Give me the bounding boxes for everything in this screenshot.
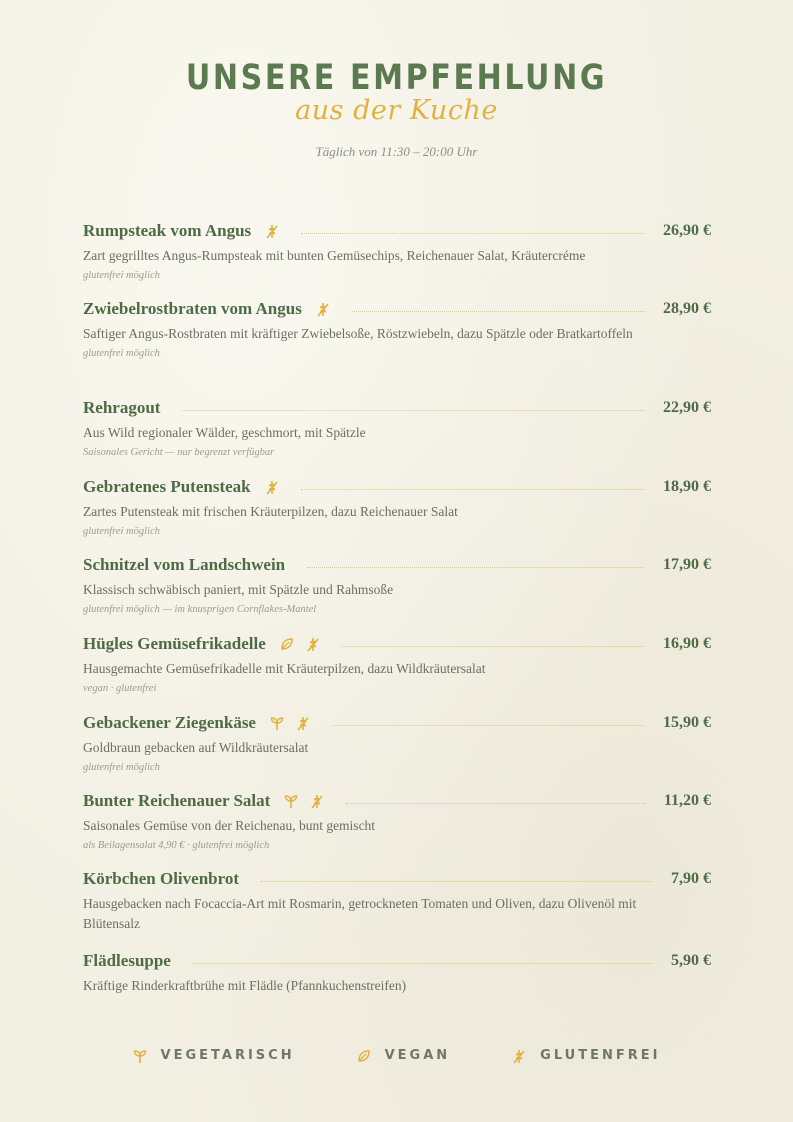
menu-item <box>83 294 711 361</box>
dish-price: 11,20 € <box>663 792 711 809</box>
dotted-leader <box>346 803 646 804</box>
menu-item <box>83 550 711 617</box>
page-title: UNSERE EMPFEHLUNG <box>185 58 608 98</box>
dotted-leader <box>261 881 653 882</box>
menu-item-header <box>83 629 711 659</box>
dish-description: Hausgebacken nach Focaccia-Art mit Rosmarin, getrockneten Tomaten und Oliven, dazu Olivenöl mit Blütensalz <box>83 896 637 931</box>
dish-price: 5,90 € <box>671 952 711 969</box>
menu-item <box>83 946 711 996</box>
dish-description: Zart gegrilltes Angus-Rumpsteak mit bunten Gemüsechips, Reichenauer Salat, Kräutercréme <box>83 248 586 263</box>
dish-price: 26,90 € <box>663 222 711 239</box>
menu-item-header <box>83 216 711 246</box>
menu-item <box>83 786 711 853</box>
dish-note: glutenfrei möglich <box>83 762 160 773</box>
dish-price: 7,90 € <box>671 870 711 887</box>
vegetarian-icon <box>270 716 284 730</box>
gluten-free-icon <box>296 716 310 730</box>
dish-icons <box>265 480 279 494</box>
menu-item <box>83 864 711 934</box>
legend <box>0 1048 793 1063</box>
gluten-free-icon <box>265 480 279 494</box>
gluten-free-icon <box>306 637 320 651</box>
dish-name: Gebackener Ziegenkäse <box>83 713 256 732</box>
dish-name: Bunter Reichenauer Salat <box>83 791 271 810</box>
dotted-leader <box>193 963 653 964</box>
dish-icons <box>270 716 310 730</box>
menu-item-header <box>83 472 711 502</box>
menu-item-header <box>83 946 711 976</box>
legend-label: VEGETARISCH <box>160 1048 295 1063</box>
dish-price: 15,90 € <box>663 714 711 731</box>
dish-description: Saisonales Gemüse von der Reichenau, bunt gemischt <box>83 818 376 833</box>
legend-item <box>133 1048 295 1063</box>
dish-description: Goldbraun gebacken auf Wildkräutersalat <box>83 740 309 755</box>
dish-price: 16,90 € <box>663 635 711 652</box>
dish-note: Saisonales Gericht — nur begrenzt verfügbar <box>83 447 275 458</box>
dish-description: Aus Wild regionaler Wälder, geschmort, mit Spätzle <box>83 425 366 440</box>
dish-name: Hügles Gemüsefrikadelle <box>83 634 266 653</box>
vegetarian-icon <box>284 794 298 808</box>
menu-header <box>0 56 793 160</box>
menu-item <box>83 216 711 283</box>
dish-name: Körbchen Olivenbrot <box>83 869 239 888</box>
dish-price: 18,90 € <box>663 478 711 495</box>
dish-note: glutenfrei möglich — im knusprigen Cornflakes-Mantel <box>83 604 317 615</box>
dish-description: Hausgemachte Gemüsefrikadelle mit Kräuterpilzen, dazu Wildkräutersalat <box>83 661 486 676</box>
dish-note: als Beilagensalat 4,90 € · glutenfrei möglich <box>83 840 270 851</box>
menu-item-header <box>83 294 711 324</box>
dish-name: Rehragout <box>83 398 161 417</box>
vegetarian-icon <box>133 1049 147 1063</box>
vegan-icon <box>280 637 294 651</box>
gluten-free-icon <box>310 794 324 808</box>
menu-item-header <box>83 864 711 894</box>
legend-label: VEGAN <box>384 1048 451 1063</box>
dish-icons <box>284 794 324 808</box>
dish-note: glutenfrei möglich <box>83 270 160 281</box>
dish-name: Rumpsteak vom Angus <box>83 221 252 240</box>
dish-name: Zwiebelrostbraten vom Angus <box>83 299 302 318</box>
dish-price: 17,90 € <box>663 556 711 573</box>
gluten-free-icon <box>512 1049 526 1063</box>
dish-description: Zartes Putensteak mit frischen Kräuterpilzen, dazu Reichenauer Salat <box>83 504 458 519</box>
opening-hours: Täglich von 11:30 – 20:00 Uhr <box>315 144 478 159</box>
legend-label: GLUTENFREI <box>540 1048 661 1063</box>
dotted-leader <box>182 410 645 411</box>
menu-item <box>83 472 711 539</box>
dish-description: Saftiger Angus-Rostbraten mit kräftiger Zwiebelsoße, Röstzwiebeln, dazu Spätzle oder Bratkartoffeln <box>83 326 633 341</box>
legend-item <box>512 1048 660 1063</box>
dotted-leader <box>307 567 645 568</box>
dotted-leader <box>352 311 645 312</box>
menu-item <box>83 708 711 775</box>
dotted-leader <box>342 646 645 647</box>
vegan-icon <box>357 1049 371 1063</box>
dish-note: vegan · glutenfrei <box>83 683 157 694</box>
dotted-leader <box>301 489 645 490</box>
menu-item <box>83 629 711 696</box>
dish-icons <box>265 224 279 238</box>
dish-price: 22,90 € <box>663 399 711 416</box>
dish-icons <box>316 302 330 316</box>
page-subtitle: aus der Kuche <box>295 95 498 126</box>
dish-name: Gebratenes Putensteak <box>83 477 251 496</box>
dish-icons <box>280 637 320 651</box>
menu-item-header <box>83 393 711 423</box>
dish-name: Flädlesuppe <box>83 951 171 970</box>
dish-description: Klassisch schwäbisch paniert, mit Spätzle und Rahmsoße <box>83 582 394 597</box>
dish-description: Kräftige Rinderkraftbrühe mit Flädle (Pfannkuchenstreifen) <box>83 978 407 993</box>
gluten-free-icon <box>265 224 279 238</box>
menu-item-header <box>83 708 711 738</box>
dotted-leader <box>332 725 645 726</box>
dotted-leader <box>301 233 645 234</box>
dish-note: glutenfrei möglich <box>83 526 160 537</box>
dish-name: Schnitzel vom Landschwein <box>83 555 286 574</box>
menu-item <box>83 393 711 460</box>
dish-price: 28,90 € <box>663 300 711 317</box>
legend-item <box>357 1048 451 1063</box>
dish-note: glutenfrei möglich <box>83 348 160 359</box>
gluten-free-icon <box>316 302 330 316</box>
menu-item-header <box>83 786 711 816</box>
menu-item-header <box>83 550 711 580</box>
